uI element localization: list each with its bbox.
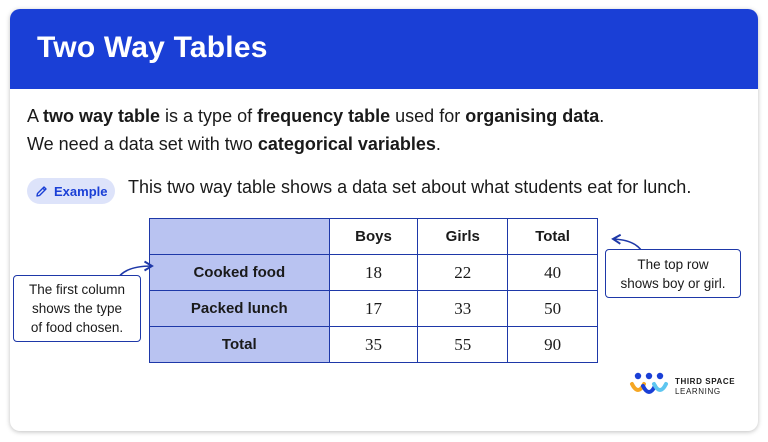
note-first-column (13, 275, 141, 342)
brand-line-2: LEARNING (675, 387, 721, 396)
table-cell: 50 (508, 291, 598, 327)
table-cell: 55 (418, 327, 508, 363)
example-label: Example (54, 183, 108, 199)
col-header-total: Total (508, 219, 598, 255)
example-description: This two way table shows a data set about what students eat for lunch. (128, 177, 692, 197)
intro-l1-3: frequency table (257, 106, 391, 126)
table-cell: 17 (329, 291, 418, 327)
note-right-line-2: shows boy or girl. (620, 276, 726, 291)
note-left-line-2: shows the type (31, 301, 123, 316)
row-header: Total (150, 327, 330, 363)
brand-text (675, 377, 735, 397)
table-cell: 18 (329, 255, 418, 291)
intro-l1-2: is a type of (160, 106, 258, 126)
intro-l1-1: two way table (43, 106, 161, 126)
table-cell: 90 (508, 327, 598, 363)
table-cell: 40 (508, 255, 598, 291)
col-header-boys: Boys (329, 219, 418, 255)
intro-l2-2: . (435, 134, 441, 154)
row-header: Cooked food (150, 255, 330, 291)
table-cell: 33 (418, 291, 508, 327)
note-right-line-1: The top row (637, 257, 709, 272)
table-cell: 22 (418, 255, 508, 291)
row-header: Packed lunch (150, 291, 330, 327)
intro-l1-6: . (599, 106, 605, 126)
table-cell: 35 (329, 327, 418, 363)
brand-line-1: THIRD SPACE (675, 377, 736, 386)
note-left-line-1: The first column (28, 282, 126, 297)
note-top-row (605, 249, 741, 298)
intro-l1-4: used for (390, 106, 466, 126)
third-space-learning-logo (629, 370, 735, 404)
intro-l2-0: We need a data set with two (27, 134, 258, 154)
note-left-line-3: of food chosen. (30, 320, 124, 335)
intro-l2-1: categorical variables (257, 134, 436, 154)
intro-l1-0: A (27, 106, 44, 126)
intro-l1-5: organising data (465, 106, 600, 126)
brand-logo-icon (629, 370, 669, 404)
page-title: Two Way Tables (37, 31, 268, 64)
col-header-girls: Girls (418, 219, 508, 255)
